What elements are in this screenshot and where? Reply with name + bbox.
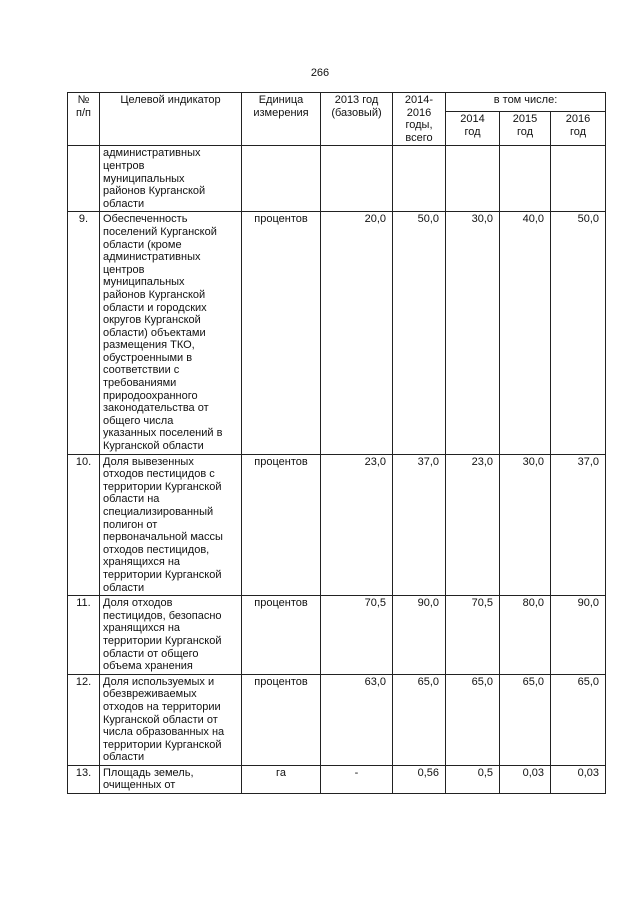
row-indicator: Обеспеченность поселений Курганской области (кроме административных центров муниципальных районов Курганской области и городских округов Курганской области) объектами размещения ТКО, обустроенными в соответствии с требованиями природоохранного законодательства от общего числа указанных поселений в Курганской области: [100, 212, 242, 454]
header-2015: 2015 год: [500, 112, 551, 146]
row-2014: 70,5: [446, 596, 500, 675]
row-2015: 30,0: [500, 454, 551, 596]
row-2015: 40,0: [500, 212, 551, 454]
table-row: [68, 454, 606, 596]
row-num: 9.: [68, 212, 100, 454]
row-unit: процентов: [242, 674, 321, 765]
table-row: [68, 765, 606, 793]
row-base: -: [321, 765, 393, 793]
row-2016: 37,0: [551, 454, 606, 596]
row-2016: [551, 146, 606, 212]
row-num: 13.: [68, 765, 100, 793]
header-indicator: Целевой индикатор: [100, 93, 242, 146]
row-total: 90,0: [393, 596, 446, 675]
header-base-year: 2013 год (базовый): [321, 93, 393, 146]
row-total: 0,56: [393, 765, 446, 793]
row-base: 63,0: [321, 674, 393, 765]
row-indicator: Доля вывезенных отходов пестицидов с территории Курганской области на специализированный полигон от первоначальной массы отходов пестицидов, хранящихся на территории Курганской области: [100, 454, 242, 596]
row-2016: 90,0: [551, 596, 606, 675]
row-indicator: административных центров муниципальных районов Курганской области: [100, 146, 242, 212]
row-2014: 23,0: [446, 454, 500, 596]
row-2015: 65,0: [500, 674, 551, 765]
header-total: 2014- 2016 годы, всего: [393, 93, 446, 146]
row-total: 50,0: [393, 212, 446, 454]
header-unit: Единица измерения: [242, 93, 321, 146]
table-row: [68, 146, 606, 212]
row-num: [68, 146, 100, 212]
row-unit: процентов: [242, 596, 321, 675]
row-indicator: Доля используемых и обезвреживаемых отходов на территории Курганской области от числа образованных на территории Курганской области: [100, 674, 242, 765]
row-base: 70,5: [321, 596, 393, 675]
row-total: 37,0: [393, 454, 446, 596]
row-unit: [242, 146, 321, 212]
row-unit: процентов: [242, 212, 321, 454]
header-including: в том числе:: [446, 93, 606, 112]
row-2016: 0,03: [551, 765, 606, 793]
row-2015: [500, 146, 551, 212]
header-2016: 2016 год: [551, 112, 606, 146]
row-unit: га: [242, 765, 321, 793]
row-2014: [446, 146, 500, 212]
row-indicator: Площадь земель, очищенных от: [100, 765, 242, 793]
row-base: 20,0: [321, 212, 393, 454]
row-unit: процентов: [242, 454, 321, 596]
row-base: 23,0: [321, 454, 393, 596]
row-2014: 0,5: [446, 765, 500, 793]
row-total: 65,0: [393, 674, 446, 765]
row-num: 12.: [68, 674, 100, 765]
row-2015: 0,03: [500, 765, 551, 793]
row-base: [321, 146, 393, 212]
row-2016: 50,0: [551, 212, 606, 454]
row-2015: 80,0: [500, 596, 551, 675]
page-number: 266: [310, 67, 330, 79]
row-indicator: Доля отходов пестицидов, безопасно хранящихся на территории Курганской области от общего объема хранения: [100, 596, 242, 675]
table-row: [68, 596, 606, 675]
table-row: [68, 212, 606, 454]
row-2016: 65,0: [551, 674, 606, 765]
row-num: 11.: [68, 596, 100, 675]
header-row: [68, 93, 606, 112]
row-2014: 30,0: [446, 212, 500, 454]
header-2014: 2014 год: [446, 112, 500, 146]
table-row: [68, 674, 606, 765]
indicator-table: [67, 92, 606, 794]
row-2014: 65,0: [446, 674, 500, 765]
row-total: [393, 146, 446, 212]
header-num: № п/п: [68, 93, 100, 146]
row-num: 10.: [68, 454, 100, 596]
